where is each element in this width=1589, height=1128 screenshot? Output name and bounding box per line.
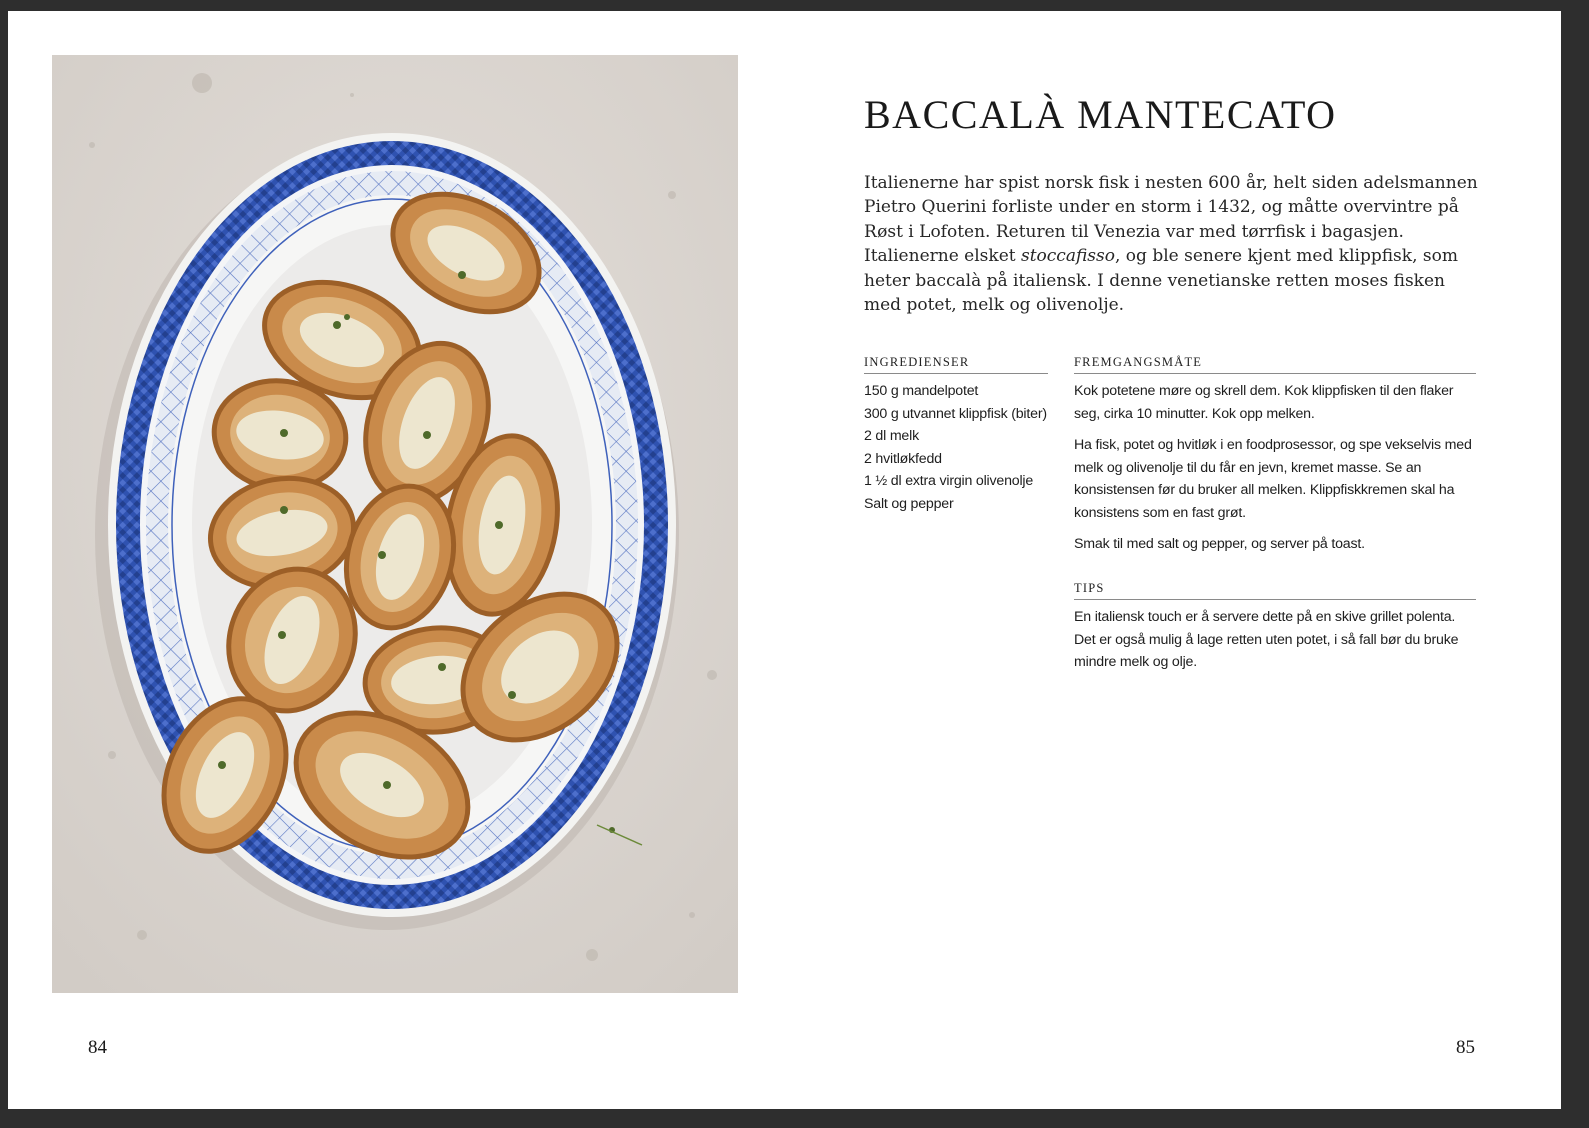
ingredients-heading: INGREDIENSER [864, 355, 1048, 374]
list-item: 150 g mandelpotet [864, 383, 979, 399]
italic-term: stoccafisso [1020, 246, 1115, 267]
method-section [1074, 355, 1476, 565]
method-step: Kok potetene møre og skrell dem. Kok klippfisken til den flaker seg, cirka 10 minutter. Kok opp melken. [1074, 383, 1454, 422]
recipe-title: BACCALÀ MANTECATO [864, 92, 1337, 137]
ingredients-list [864, 380, 1048, 515]
list-item: 2 dl melk [864, 428, 919, 444]
method-step: Ha fisk, potet og hvitløk i en foodprosessor, og spe vekselvis med melk og olivenolje til du får en jevn, kremet masse. Se an konsistensen før du bruker all melken. Klippfiskkremen skal ha konsistens som en fast grøt. [1074, 437, 1472, 521]
book-spread [8, 11, 1561, 1109]
method-steps [1074, 380, 1476, 556]
ingredients-section [864, 355, 1048, 515]
list-item: 1 ½ dl extra virgin olivenolje [864, 473, 1034, 489]
tips-section [1074, 581, 1476, 674]
method-heading: FREMGANGSMÅTE [1074, 355, 1476, 374]
recipe-intro: Italienerne har spist norsk fisk i nesten 600 år, helt siden adelsmannen Pietro Querini forliste under en storm i 1432, og måtte overvintre på Røst i Lofoten. Returen til Venezia var med tørrfisk i bagasjen. Italienerne elsket stoccafisso, og ble senere kjent med klippfisk, som heter baccalà på italiensk. I denne venetianske retten moses fisken med potet, melk og olivenolje. [864, 173, 1478, 316]
page-number-left: 84 [88, 1037, 107, 1058]
page-number-right: 85 [1456, 1037, 1475, 1058]
tips-heading: TIPS [1074, 581, 1476, 600]
method-step: Smak til med salt og pepper, og server på toast. [1074, 536, 1365, 552]
tips-text: En italiensk touch er å servere dette på en skive grillet polenta. Det er også mulig å lage retten uten potet, i så fall bør du bruke mindre melk og olje. [1074, 609, 1459, 670]
list-item: Salt og pepper [864, 495, 954, 512]
list-item: 300 g utvannet klippfisk (biter) [864, 405, 1047, 422]
food-photo [52, 55, 738, 993]
plate-illustration [52, 55, 738, 993]
list-item: 2 hvitløkfedd [864, 450, 942, 467]
